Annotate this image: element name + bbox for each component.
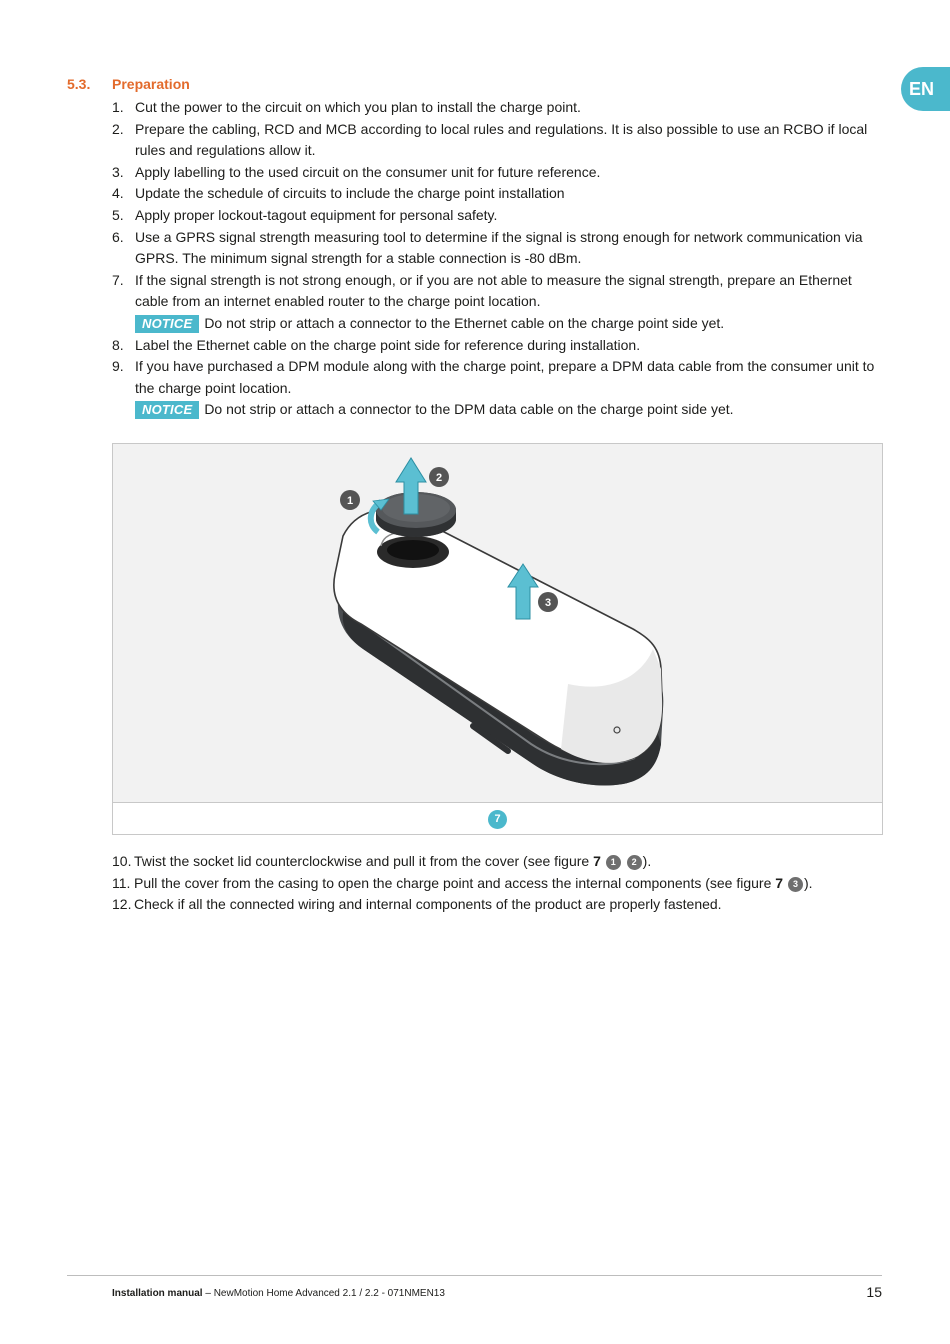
step-text: If you have purchased a DPM module along with the charge point, prepare a DPM data cable from the consumer unit to the charge point location. xyxy=(135,358,875,396)
notice-text: Do not strip or attach a connector to the DPM data cable on the charge point side yet. xyxy=(204,401,734,418)
step-number: 10. xyxy=(112,853,132,869)
step-text: Apply labelling to the used circuit on the consumer unit for future reference. xyxy=(135,163,601,180)
svg-text:3: 3 xyxy=(544,597,552,609)
callout-1 xyxy=(340,490,360,510)
step-number: 6. xyxy=(112,228,124,245)
notice-badge: NOTICE xyxy=(135,401,199,419)
footer-text: Installation manual – NewMotion Home Advanced 2.1 / 2.2 - 071NMEN13 xyxy=(112,1288,445,1299)
notice-text: Do not strip or attach a connector to the Ethernet cable on the charge point side yet. xyxy=(204,314,725,331)
svg-text:2: 2 xyxy=(435,472,443,484)
language-tab: EN xyxy=(901,67,950,111)
callout-ref: 3 xyxy=(788,877,803,892)
list-item xyxy=(112,873,882,895)
step-number: 3. xyxy=(112,163,124,180)
figure-7 xyxy=(112,443,883,835)
notice-dpm xyxy=(135,399,882,421)
callout-ref: 2 xyxy=(627,855,642,870)
list-item xyxy=(112,227,882,270)
list-item xyxy=(112,162,882,184)
list-item xyxy=(112,119,882,162)
step-number: 11. xyxy=(112,874,131,891)
list-item xyxy=(112,851,882,873)
callout-3 xyxy=(538,592,558,612)
figure-caption xyxy=(113,802,882,834)
step-number: 5. xyxy=(112,206,124,223)
callout-2 xyxy=(429,467,449,487)
list-item xyxy=(112,270,882,313)
svg-text:1: 1 xyxy=(346,495,354,507)
list-item xyxy=(112,335,882,357)
step-text: Apply proper lockout-tagout equipment for personal safety. xyxy=(135,206,498,223)
figure-ref: 7 xyxy=(775,874,784,891)
charge-point-illustration xyxy=(113,444,882,802)
step-text: Cut the power to the circuit on which you plan to install the charge point. xyxy=(135,99,581,115)
step-number: 12. xyxy=(112,896,132,913)
footer-divider xyxy=(67,1275,882,1276)
figure-ref: 7 xyxy=(593,853,601,869)
step-text: Pull the cover from the casing to open the charge point and access the internal components (see figure 7 3 ). xyxy=(134,874,813,891)
notice-ethernet xyxy=(135,313,882,335)
step-text: If the signal strength is not strong enough, or if you are not able to measure the signal strength, prepare an Ethernet cable from an internet enabled router to the charge point location. xyxy=(135,271,852,310)
step-number: 2. xyxy=(112,120,124,137)
figure-illustration xyxy=(113,444,882,802)
step-text: Prepare the cabling, RCD and MCB according to local rules and regulations. It is also possible to use an RCBO if local rules and regulations allow it. xyxy=(135,120,868,159)
step-number: 1. xyxy=(112,99,124,115)
list-item xyxy=(112,183,882,205)
section-title: Preparation xyxy=(112,76,190,92)
step-text: Check if all the connected wiring and internal components of the product are properly fastened. xyxy=(134,896,722,913)
page-number: 15 xyxy=(866,1284,882,1300)
step-text: Update the schedule of circuits to include the charge point installation xyxy=(135,185,565,202)
figure-number-badge: 7 xyxy=(488,810,507,829)
list-item xyxy=(112,894,882,916)
step-number: 4. xyxy=(112,185,124,202)
section-number: 5.3. xyxy=(67,76,91,92)
preparation-steps xyxy=(112,97,882,421)
step-text: Label the Ethernet cable on the charge point side for reference during installation. xyxy=(135,336,641,353)
callout-ref: 1 xyxy=(606,855,621,870)
list-item xyxy=(112,356,882,399)
step-number: 8. xyxy=(112,336,124,353)
opening-steps xyxy=(112,851,882,916)
step-number: 9. xyxy=(112,358,124,375)
notice-badge: NOTICE xyxy=(135,315,199,333)
step-text: Twist the socket lid counterclockwise and pull it from the cover (see figure 7 1 2 ). xyxy=(134,853,652,869)
list-item xyxy=(112,97,882,119)
step-number: 7. xyxy=(112,271,124,288)
list-item xyxy=(112,205,882,227)
step-text: Use a GPRS signal strength measuring tool to determine if the signal is strong enough for network communication via GPRS. The minimum signal strength for a stable connection is -80 dBm. xyxy=(135,228,863,267)
